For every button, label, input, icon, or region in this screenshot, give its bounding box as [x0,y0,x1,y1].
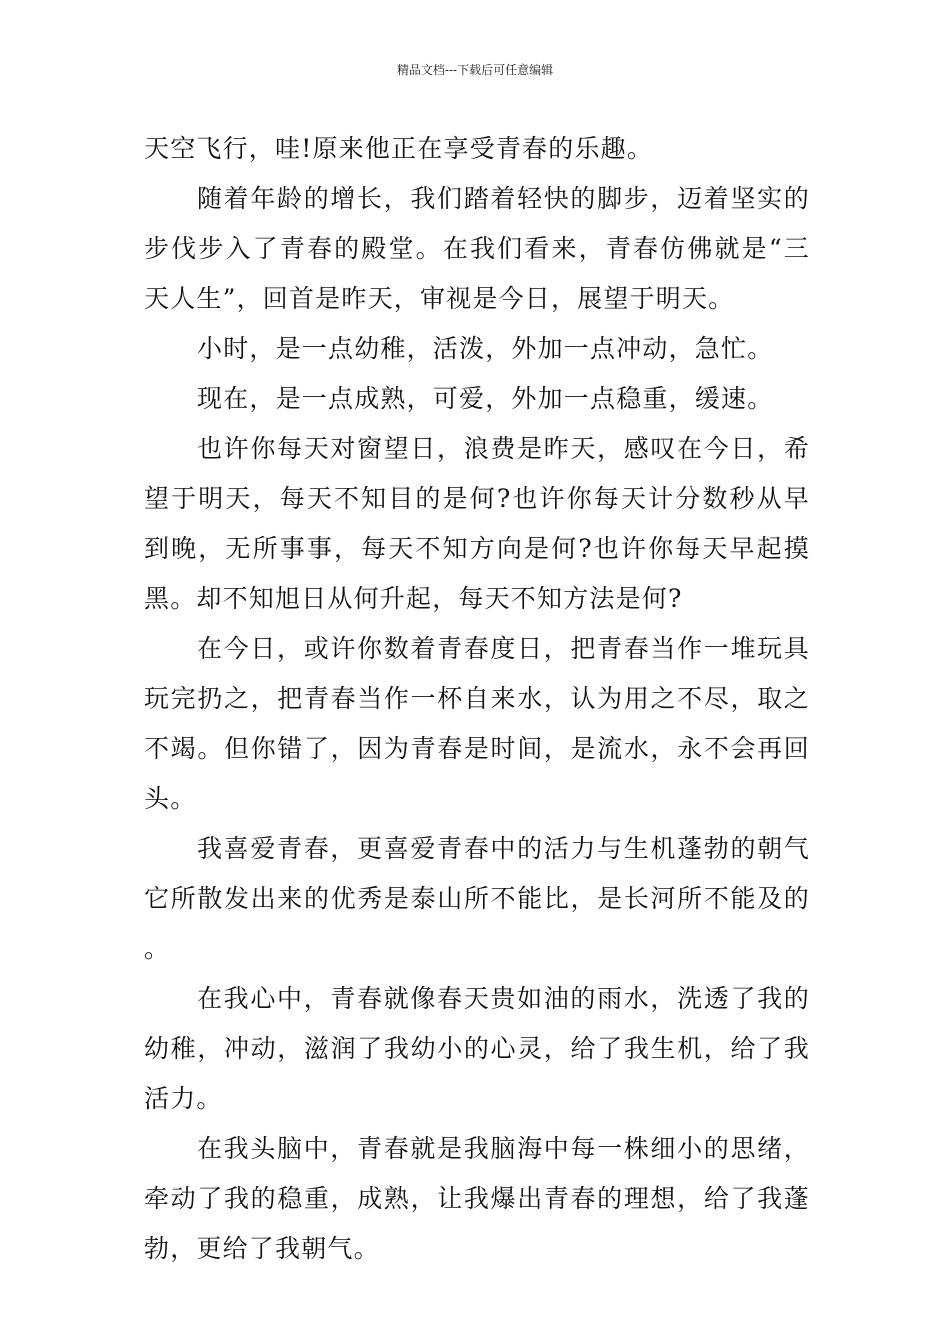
paragraph: 也许你每天对窗望日，浪费是昨天，感叹在今日，希望于明天，每天不知目的是何?也许你每天计分数秒从早到晚，无所事事，每天不知方向是何?也许你每天早起摸黑。却不知旭日从何升起，每天不知方法是何? [144,434,810,613]
paragraph-continuation: 天空飞行，哇!原来他正在享受青春的乐趣。 [144,134,654,163]
page-header: 精品文档---下载后可任意编辑 [396,63,554,77]
paragraph: 在我心中，青春就像春天贵如油的雨水，洗透了我的幼稚，冲动，滋润了我幼小的心灵，给了我生机，给了我活力。 [144,984,810,1113]
paragraph: 在我头脑中，青春就是我脑海中每一株细小的思绪，牵动了我的稳重，成熟，让我爆出青春的理想，给了我蓬勃，更给了我朝气。 [144,1134,810,1263]
paragraph: 随着年龄的增长，我们踏着轻快的脚步，迈着坚实的步伐步入了青春的殿堂。在我们看来，青春仿佛就是“三天人生”，回首是昨天，审视是今日，展望于明天。 [144,184,810,313]
paragraph: 现在，是一点成熟，可爱，外加一点稳重，缓速。 [197,384,774,413]
paragraph: 我喜爱青春，更喜爱青春中的活力与生机蓬勃的朝气它所散发出来的优秀是泰山所不能比，是长河所不能及的。 [144,834,810,963]
document-body [144,124,810,1274]
paragraph: 在今日，或许你数着青春度日，把青春当作一堆玩具玩完扔之，把青春当作一杯自来水，认为用之不尽，取之不竭。但你错了，因为青春是时间，是流水，永不会再回头。 [144,634,810,813]
paragraph: 小时，是一点幼稚，活泼，外加一点冲动，急忙。 [197,334,774,363]
